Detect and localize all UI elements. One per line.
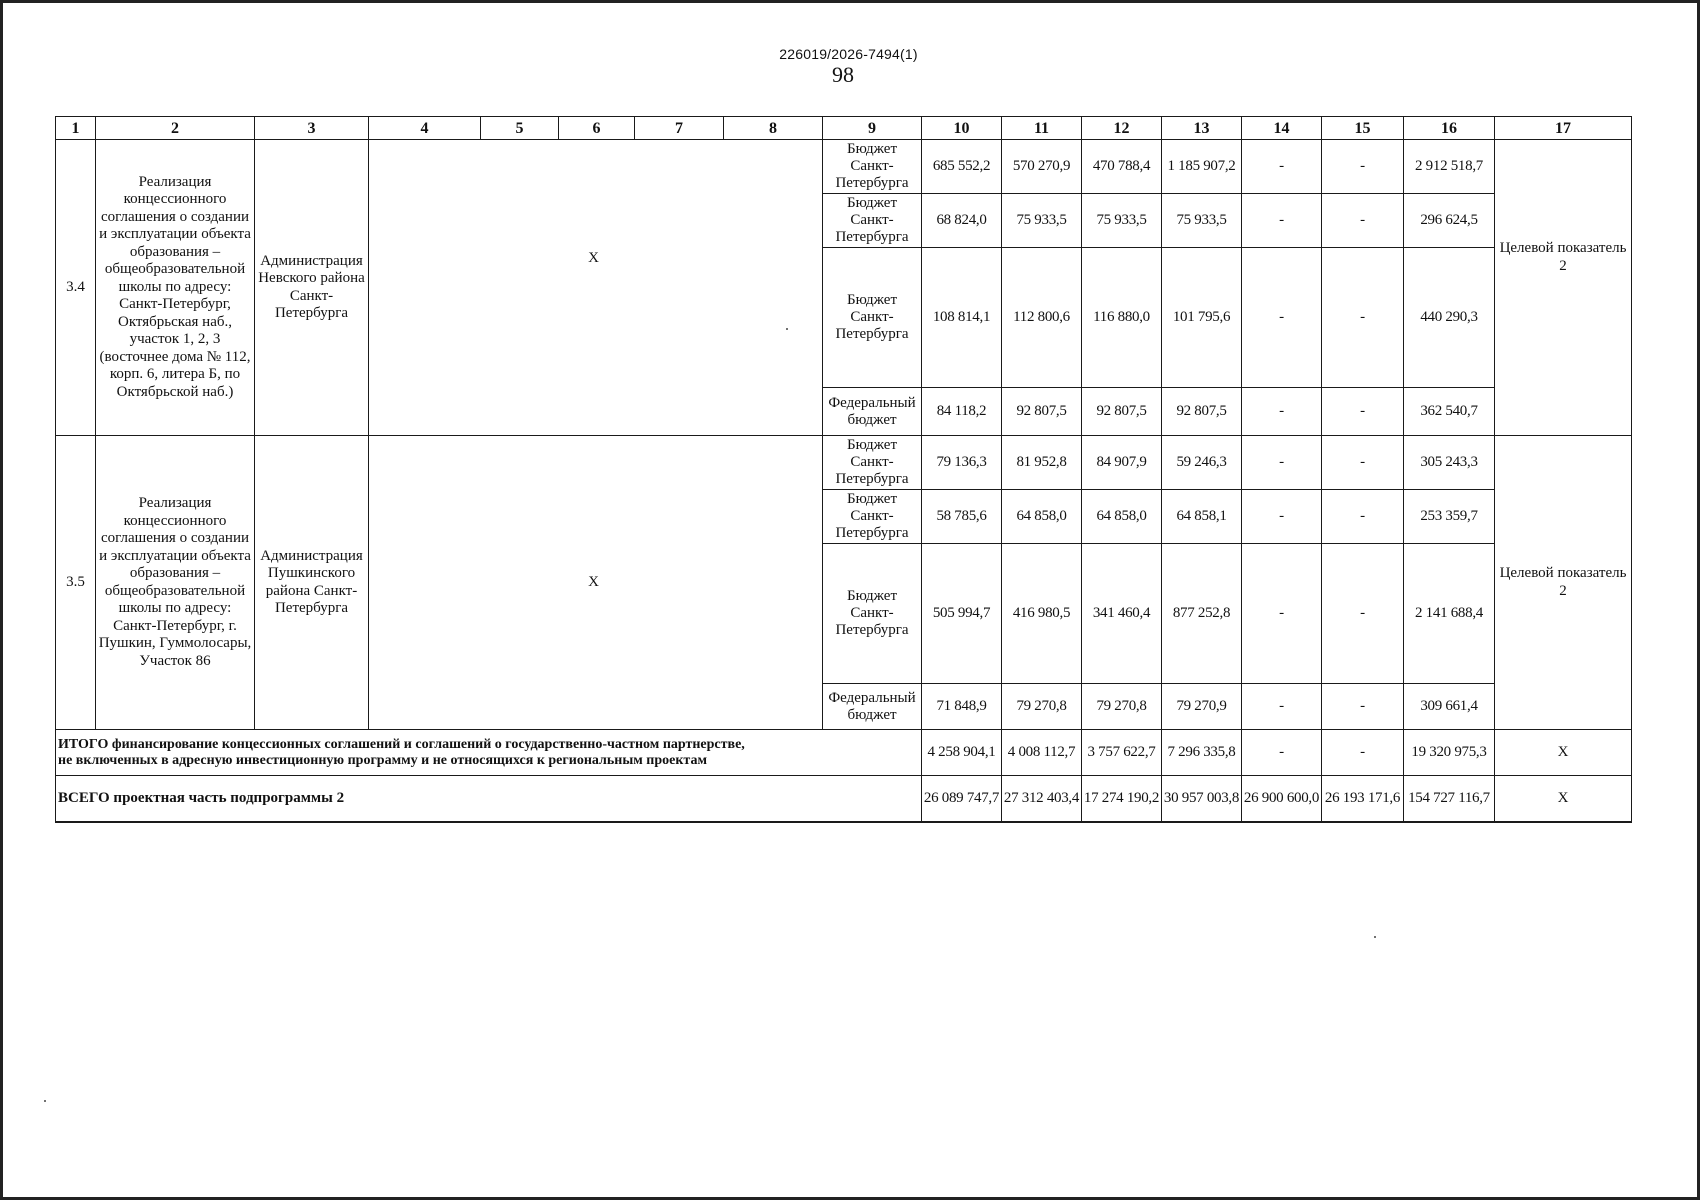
target-indicator: Целевой показатель 2	[1495, 436, 1632, 730]
executor: Администрация Невского района Санкт-Петербурга	[255, 140, 369, 436]
cell-11: 112 800,6	[1002, 248, 1082, 388]
cell-10: 71 848,9	[922, 684, 1002, 730]
itogo-17: X	[1495, 730, 1632, 776]
cell-14: -	[1242, 490, 1322, 544]
cell-14: -	[1242, 544, 1322, 684]
cell-16: 305 243,3	[1404, 436, 1495, 490]
itogo-row	[56, 730, 1632, 776]
itogo-16: 19 320 975,3	[1404, 730, 1495, 776]
col-header: 15	[1322, 117, 1404, 140]
cell-16: 2 141 688,4	[1404, 544, 1495, 684]
cell-15: -	[1322, 436, 1404, 490]
column-numbers-row	[56, 117, 1632, 140]
col-header: 5	[481, 117, 559, 140]
itogo-14: -	[1242, 730, 1322, 776]
itogo-15: -	[1322, 730, 1404, 776]
col-header: 11	[1002, 117, 1082, 140]
col-header: 9	[823, 117, 922, 140]
row-number: 3.5	[56, 436, 96, 730]
vsego-15: 26 193 171,6	[1322, 776, 1404, 822]
cell-16: 2 912 518,7	[1404, 140, 1495, 194]
vsego-12: 17 274 190,2	[1082, 776, 1162, 822]
object-description: Реализация концессионного соглашения о создании и эксплуатации объекта образования – общеобразовательной школы по адресу: Санкт-Петербург, г. Пушкин, Гуммолосары, Участок 86	[96, 436, 255, 730]
row-number: 3.4	[56, 140, 96, 436]
cell-11: 92 807,5	[1002, 388, 1082, 436]
cell-16: 253 359,7	[1404, 490, 1495, 544]
vsego-row	[56, 776, 1632, 822]
cell-16: 296 624,5	[1404, 194, 1495, 248]
cell-10: 84 118,2	[922, 388, 1002, 436]
cell-12: 116 880,0	[1082, 248, 1162, 388]
page-number: 98	[832, 62, 854, 87]
cell-13: 59 246,3	[1162, 436, 1242, 490]
cell-10: 58 785,6	[922, 490, 1002, 544]
cell-14: -	[1242, 248, 1322, 388]
merged-mark-cell: X	[369, 140, 823, 436]
vsego-11: 27 312 403,4	[1002, 776, 1082, 822]
cell-13: 79 270,9	[1162, 684, 1242, 730]
scan-speck	[1374, 936, 1376, 938]
executor: Администрация Пушкинского района Санкт-Петербурга	[255, 436, 369, 730]
object-description: Реализация концессионного соглашения о создании и эксплуатации объекта образования – общеобразовательной школы по адресу: Санкт-Петербург, Октябрьская наб., участок 1, 2, 3 (восточнее дома № 112, корп. 6, литера Б, по Октябрьской наб.)	[96, 140, 255, 436]
scan-speck	[44, 1100, 46, 1102]
cell-14: -	[1242, 194, 1322, 248]
cell-15: -	[1322, 544, 1404, 684]
cell-11: 81 952,8	[1002, 436, 1082, 490]
cell-11: 75 933,5	[1002, 194, 1082, 248]
cell-14: -	[1242, 388, 1322, 436]
merged-mark-cell: X	[369, 436, 823, 730]
funding-source: Бюджет Санкт-Петербурга	[823, 490, 922, 544]
col-header: 8	[724, 117, 823, 140]
col-header: 10	[922, 117, 1002, 140]
itogo-13: 7 296 335,8	[1162, 730, 1242, 776]
cell-13: 92 807,5	[1162, 388, 1242, 436]
cell-14: -	[1242, 684, 1322, 730]
col-header: 1	[56, 117, 96, 140]
col-header: 2	[96, 117, 255, 140]
vsego-17: X	[1495, 776, 1632, 822]
funding-source: Бюджет Санкт-Петербурга	[823, 248, 922, 388]
cell-13: 101 795,6	[1162, 248, 1242, 388]
funding-source: Бюджет Санкт-Петербурга	[823, 194, 922, 248]
cell-10: 685 552,2	[922, 140, 1002, 194]
cell-14: -	[1242, 436, 1322, 490]
cell-10: 79 136,3	[922, 436, 1002, 490]
itogo-11: 4 008 112,7	[1002, 730, 1082, 776]
col-header: 4	[369, 117, 481, 140]
scan-speck	[786, 328, 788, 330]
cell-16: 362 540,7	[1404, 388, 1495, 436]
cell-11: 570 270,9	[1002, 140, 1082, 194]
financing-table	[55, 116, 1632, 823]
col-header: 12	[1082, 117, 1162, 140]
cell-13: 1 185 907,2	[1162, 140, 1242, 194]
cell-11: 79 270,8	[1002, 684, 1082, 730]
itogo-label: ИТОГО финансирование концессионных соглашений и соглашений о государственно-частном партнерстве, не включенных в адресную инвестиционную программу и не относящихся к региональным проектам	[56, 730, 922, 776]
itogo-12: 3 757 622,7	[1082, 730, 1162, 776]
cell-12: 75 933,5	[1082, 194, 1162, 248]
table-row	[56, 140, 1632, 194]
vsego-10: 26 089 747,7	[922, 776, 1002, 822]
cell-15: -	[1322, 388, 1404, 436]
itogo-10: 4 258 904,1	[922, 730, 1002, 776]
cell-12: 64 858,0	[1082, 490, 1162, 544]
funding-source: Бюджет Санкт-Петербурга	[823, 140, 922, 194]
cell-10: 505 994,7	[922, 544, 1002, 684]
cell-12: 84 907,9	[1082, 436, 1162, 490]
target-indicator: Целевой показатель 2	[1495, 140, 1632, 436]
cell-15: -	[1322, 490, 1404, 544]
cell-16: 440 290,3	[1404, 248, 1495, 388]
document-id: 226019/2026-7494(1)	[779, 46, 918, 62]
cell-10: 68 824,0	[922, 194, 1002, 248]
funding-source: Бюджет Санкт-Петербурга	[823, 544, 922, 684]
cell-15: -	[1322, 684, 1404, 730]
col-header: 13	[1162, 117, 1242, 140]
cell-16: 309 661,4	[1404, 684, 1495, 730]
vsego-14: 26 900 600,0	[1242, 776, 1322, 822]
cell-11: 64 858,0	[1002, 490, 1082, 544]
col-header: 17	[1495, 117, 1632, 140]
funding-source: Федеральный бюджет	[823, 388, 922, 436]
cell-13: 877 252,8	[1162, 544, 1242, 684]
cell-12: 341 460,4	[1082, 544, 1162, 684]
cell-12: 92 807,5	[1082, 388, 1162, 436]
cell-11: 416 980,5	[1002, 544, 1082, 684]
cell-12: 470 788,4	[1082, 140, 1162, 194]
cell-10: 108 814,1	[922, 248, 1002, 388]
vsego-16: 154 727 116,7	[1404, 776, 1495, 822]
col-header: 14	[1242, 117, 1322, 140]
vsego-13: 30 957 003,8	[1162, 776, 1242, 822]
cell-13: 75 933,5	[1162, 194, 1242, 248]
cell-12: 79 270,8	[1082, 684, 1162, 730]
funding-source: Бюджет Санкт-Петербурга	[823, 436, 922, 490]
cell-15: -	[1322, 140, 1404, 194]
col-header: 3	[255, 117, 369, 140]
col-header: 16	[1404, 117, 1495, 140]
cell-13: 64 858,1	[1162, 490, 1242, 544]
cell-15: -	[1322, 194, 1404, 248]
cell-15: -	[1322, 248, 1404, 388]
col-header: 6	[559, 117, 635, 140]
funding-source: Федеральный бюджет	[823, 684, 922, 730]
vsego-label: ВСЕГО проектная часть подпрограммы 2	[56, 776, 922, 822]
cell-14: -	[1242, 140, 1322, 194]
table-row	[56, 436, 1632, 490]
col-header: 7	[635, 117, 724, 140]
